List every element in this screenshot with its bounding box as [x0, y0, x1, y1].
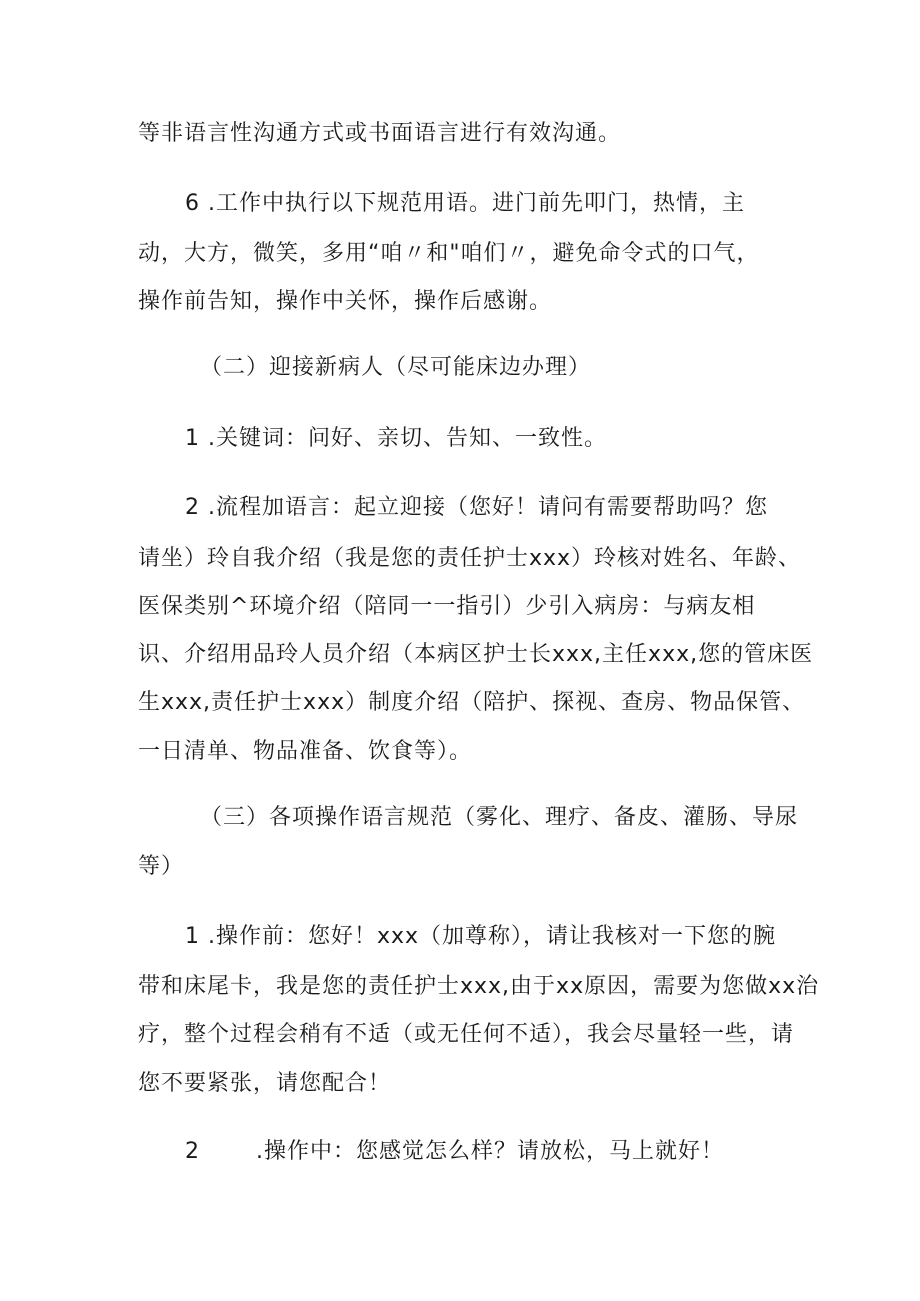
text-line: 带和床尾卡，我是您的责任护士xxx,由于xx原因，需要为您做xx治: [138, 974, 820, 999]
text-line: 6 .工作中执行以下规范用语。进门前先叩门，热情，主: [185, 191, 745, 216]
text-line: 2 .流程加语言：起立迎接（您好！请问有需要帮助吗？您: [185, 495, 768, 520]
section-heading: （三）各项操作语言规范（雾化、理疗、备皮、灌肠、导尿: [200, 805, 799, 830]
text-line: 一日清单、物品准备、饮食等）。: [138, 739, 473, 764]
text-line: 生xxx,责任护士xxx）制度介绍（陪护、探视、查房、物品保管、: [138, 690, 806, 715]
text-line: 1 .操作前：您好！xxx（加尊称），请让我核对一下您的腕: [185, 924, 777, 949]
text-line: 识、介绍用品玲人员介绍（本病区护士长xxx,主任xxx,您的管床医: [138, 642, 814, 667]
text-line: 动，大方，微笑，多用“咱〃和"咱们〃，避免命令式的口气，: [138, 241, 760, 266]
section-heading-continuation: 等）: [138, 854, 185, 879]
text-line: 2 .操作中：您感觉怎么样？请放松，马上就好！: [185, 1139, 724, 1164]
text-line: 疗，整个过程会稍有不适（或无任何不适），我会尽量轻一些，请: [138, 1022, 795, 1047]
text-line: 等非语言性沟通方式或书面语言进行有效沟通。: [138, 121, 622, 146]
text-line: 请坐）玲自我介绍（我是您的责任护士xxx）玲核对姓名、年龄、: [138, 546, 802, 571]
section-heading: （二）迎接新病人（尽可能床边办理）: [200, 355, 592, 380]
text-line: 医保类别^环境介绍（陪同一一指引）少引入病房：与病友相: [138, 594, 756, 619]
text-line: 您不要紧张，请您配合！: [138, 1071, 392, 1096]
text-line: 1 .关键词：问好、亲切、告知、一致性。: [185, 426, 607, 451]
text-line: 操作前告知，操作中关怀，操作后感谢。: [138, 289, 553, 314]
